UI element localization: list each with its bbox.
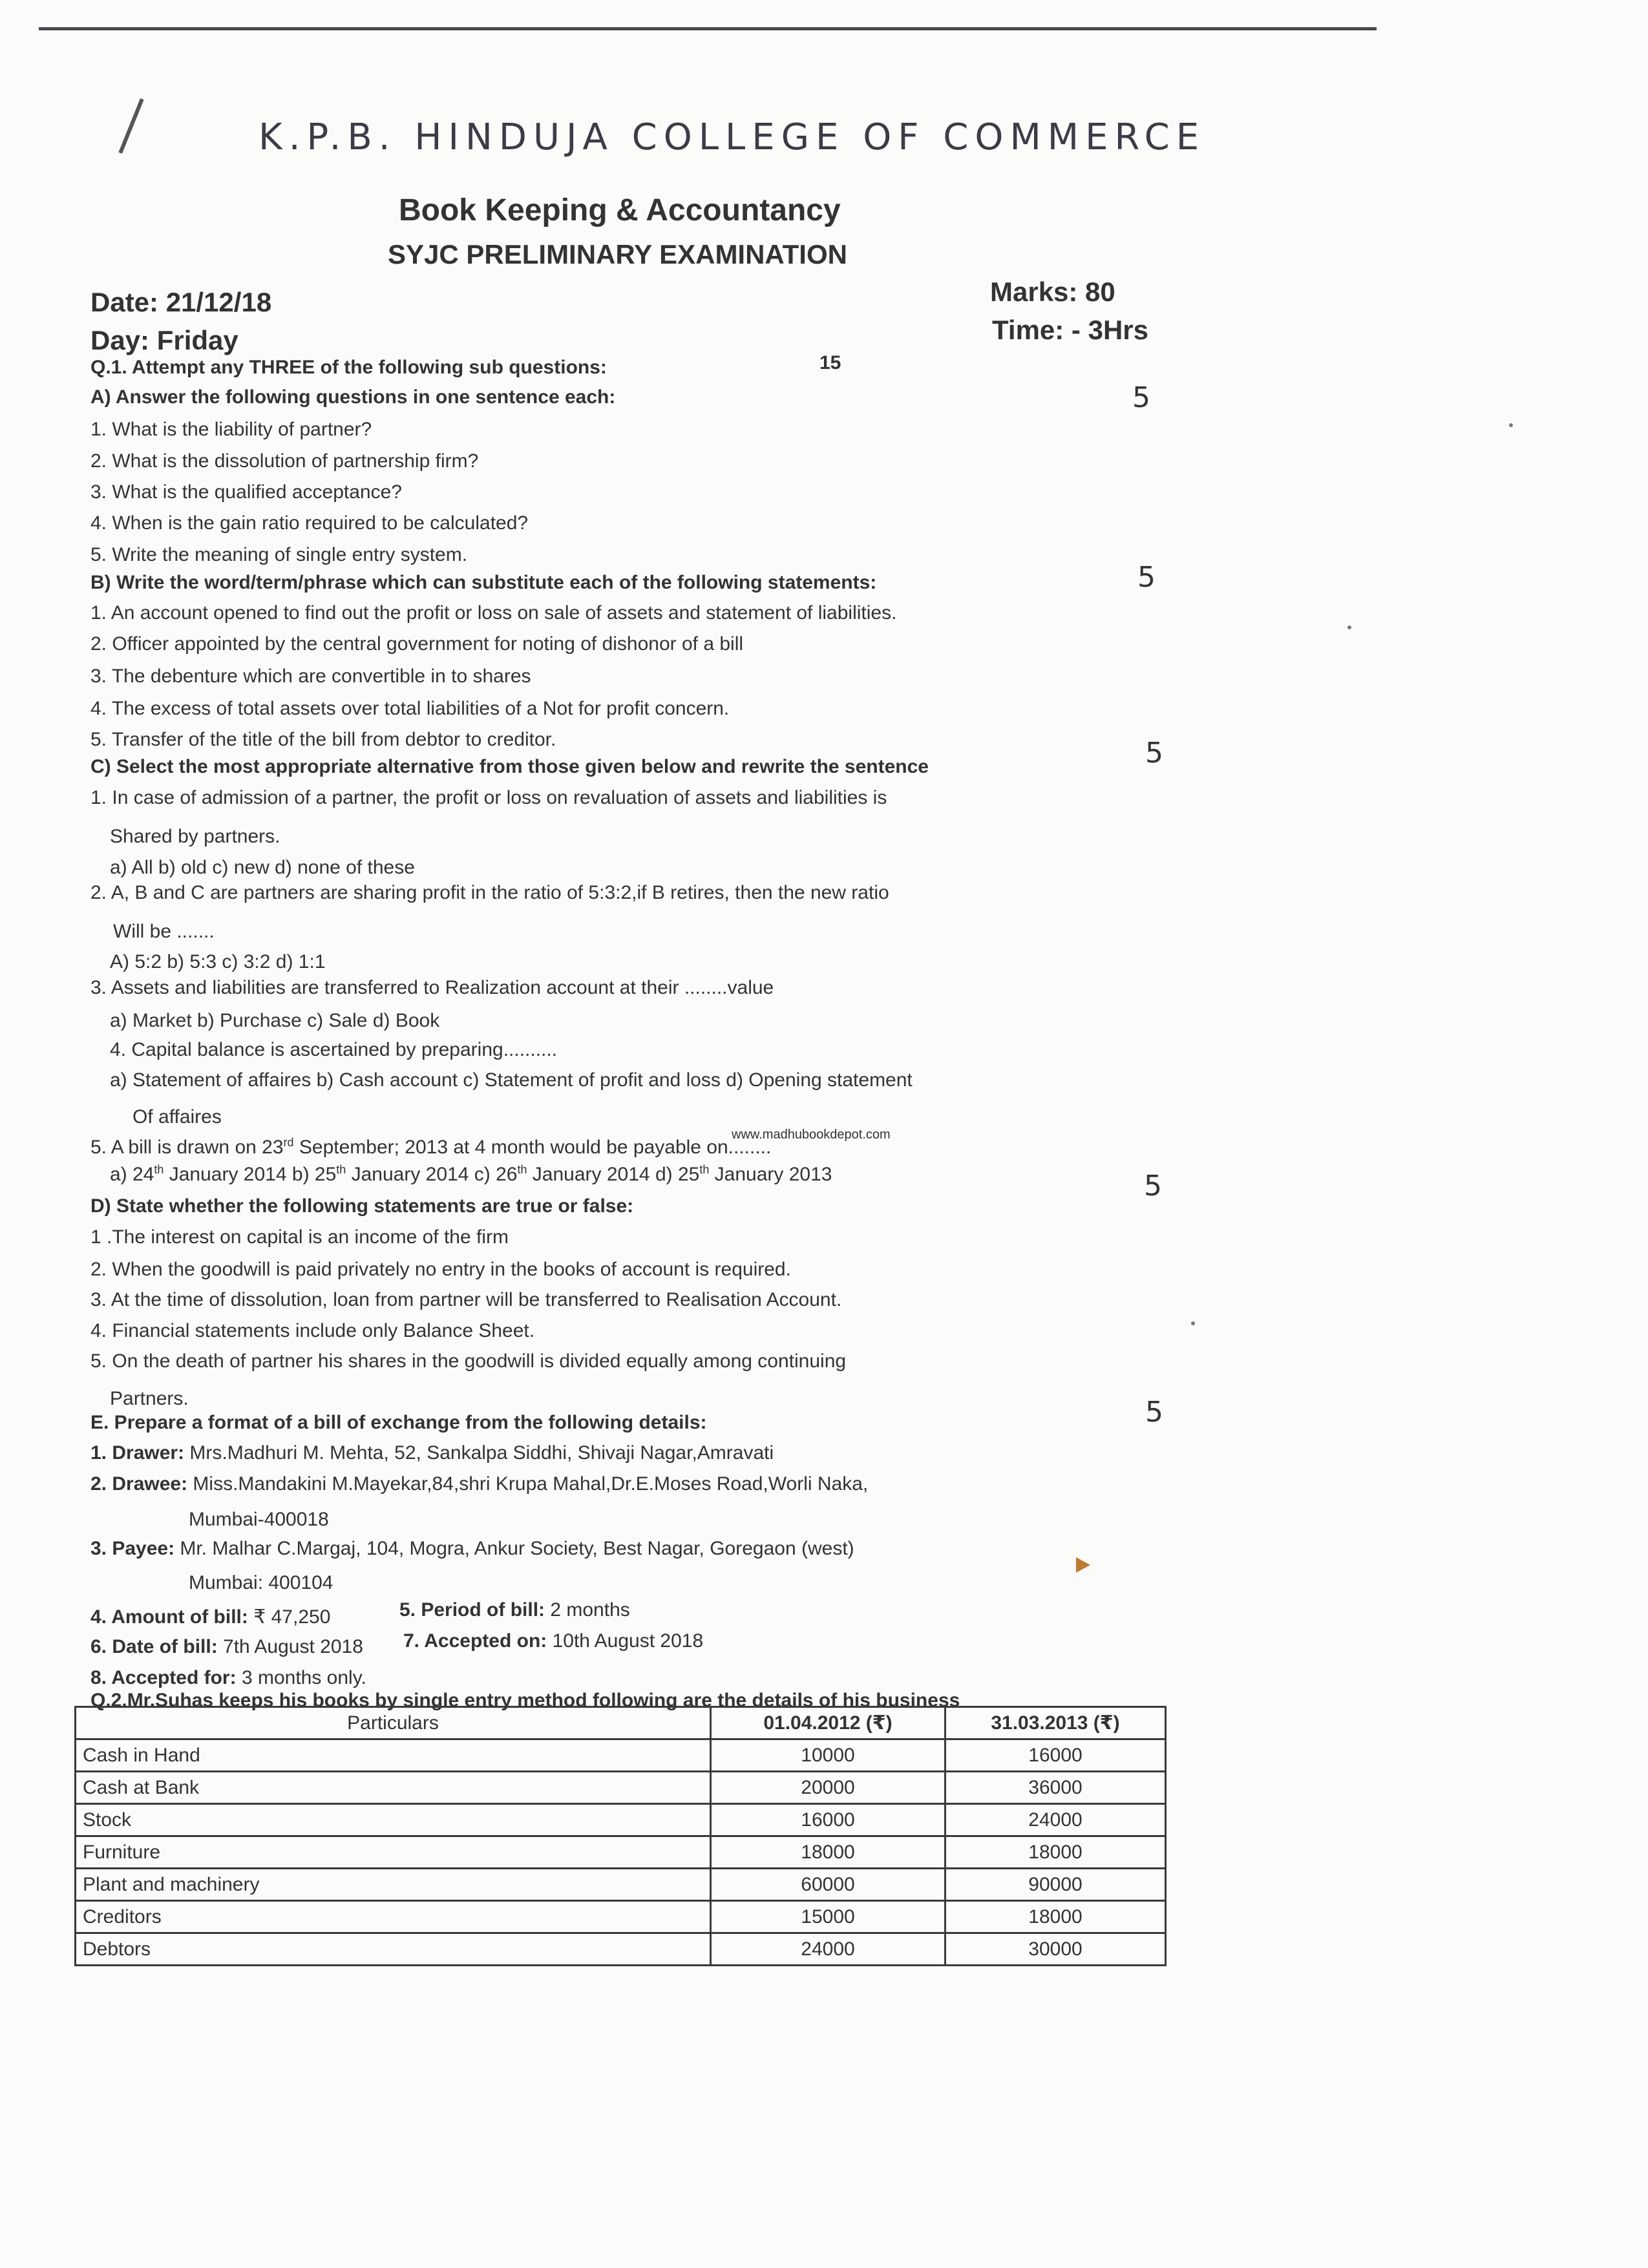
header-particulars: Particulars (76, 1707, 711, 1739)
exam-date: Date: 21/12/18 (90, 287, 272, 317)
e-drawer: 1. Drawer: Mrs.Madhuri M. Mehta, 52, Sankalpa Siddhi, Shivaji Nagar,Amravati (90, 1442, 774, 1464)
c-q3-line1: 3. Assets and liabilities are transferred to Realization account at their ........value (90, 977, 774, 998)
d-item-5-cont: Partners. (110, 1388, 189, 1409)
c-q5-line1: 5. A bill is drawn on 23rd September; 2013 at 4 month would be payable on........ (90, 1136, 772, 1158)
header-closing: 31.03.2013 (₹) (945, 1707, 1166, 1739)
section-e-heading: E. Prepare a format of a bill of exchange from the following details: (90, 1412, 707, 1433)
single-entry-table (74, 1706, 1167, 1966)
e-drawee-cont: Mumbai-400018 (189, 1509, 329, 1530)
section-a-marks: 5 (1132, 381, 1150, 414)
row-closing-value: 24000 (945, 1804, 1166, 1836)
row-opening-value: 10000 (711, 1739, 945, 1772)
section-b-marks: 5 (1137, 561, 1156, 594)
a-item-1: 1. What is the liability of partner? (90, 419, 372, 440)
table-row (76, 1836, 1166, 1869)
c-q3-options: a) Market b) Purchase c) Sale d) Book (110, 1010, 440, 1031)
row-closing-value: 90000 (945, 1869, 1166, 1901)
table-header-row (76, 1707, 1166, 1739)
row-opening-value: 20000 (711, 1772, 945, 1804)
e-accepted-for: 8. Accepted for: 3 months only. (90, 1667, 366, 1688)
c-q2-line1: 2. A, B and C are partners are sharing profit in the ratio of 5:3:2,if B retires, then the new ratio (90, 882, 889, 903)
row-opening-value: 18000 (711, 1836, 945, 1869)
a-item-5: 5. Write the meaning of single entry system. (90, 544, 468, 565)
section-d-marks: 5 (1144, 1170, 1162, 1202)
c-q1-line1: 1. In case of admission of a partner, the profit or loss on revaluation of assets and liabilities is (90, 787, 887, 808)
c-q2-line2: Will be ....... (113, 921, 215, 942)
section-e-marks: 5 (1145, 1396, 1163, 1429)
a-item-2: 2. What is the dissolution of partnership firm? (90, 450, 479, 472)
b-item-2: 2. Officer appointed by the central government for noting of dishonor of a bill (90, 633, 744, 655)
b-item-5: 5. Transfer of the title of the bill from debtor to creditor. (90, 729, 556, 750)
table-row (76, 1772, 1166, 1804)
row-closing-value: 16000 (945, 1739, 1166, 1772)
row-particular: Stock (76, 1804, 711, 1836)
e-payee: 3. Payee: Mr. Malhar C.Margaj, 104, Mogra, Ankur Society, Best Nagar, Goregaon (west) (90, 1538, 854, 1559)
exam-title: SYJC PRELIMINARY EXAMINATION (388, 239, 847, 269)
row-particular: Debtors (76, 1933, 711, 1966)
row-opening-value: 60000 (711, 1869, 945, 1901)
row-closing-value: 18000 (945, 1901, 1166, 1933)
d-item-2: 2. When the goodwill is paid privately no entry in the books of account is required. (90, 1259, 791, 1280)
c-q1-options: a) All b) old c) new d) none of these (110, 857, 415, 878)
section-c-heading: C) Select the most appropriate alternative from those given below and rewrite the sentence (90, 756, 929, 777)
row-particular: Cash at Bank (76, 1772, 711, 1804)
c-q2-options: A) 5:2 b) 5:3 c) 3:2 d) 1:1 (110, 951, 326, 972)
section-b-heading: B) Write the word/term/phrase which can substitute each of the following statements: (90, 572, 877, 593)
subject-title: Book Keeping & Accountancy (399, 193, 841, 227)
e-date: 6. Date of bill: 7th August 2018 (90, 1636, 363, 1657)
row-opening-value: 15000 (711, 1901, 945, 1933)
table-row (76, 1739, 1166, 1772)
a-item-4: 4. When is the gain ratio required to be calculated? (90, 512, 529, 534)
e-accepted-on: 7. Accepted on: 10th August 2018 (403, 1630, 704, 1652)
row-closing-value: 30000 (945, 1933, 1166, 1966)
exam-time: Time: - 3Hrs (992, 315, 1148, 345)
header-opening: 01.04.2012 (₹) (711, 1707, 945, 1739)
section-d-heading: D) State whether the following statements are true or false: (90, 1195, 634, 1217)
a-item-3: 3. What is the qualified acceptance? (90, 481, 402, 503)
c-q4-options: a) Statement of affaires b) Cash account c) Statement of profit and loss d) Opening statement (110, 1069, 913, 1091)
table-row (76, 1804, 1166, 1836)
d-item-3: 3. At the time of dissolution, loan from partner will be transferred to Realisation Account. (90, 1289, 842, 1310)
d-item-4: 4. Financial statements include only Balance Sheet. (90, 1320, 535, 1341)
q2-title: Q.2.Mr.Suhas keeps his books by single entry method following are the details of his business (90, 1690, 960, 1711)
exam-day: Day: Friday (90, 325, 238, 355)
table-row (76, 1933, 1166, 1966)
table-row (76, 1869, 1166, 1901)
top-rule (39, 27, 1377, 30)
e-drawee: 2. Drawee: Miss.Mandakini M.Mayekar,84,shri Krupa Mahal,Dr.E.Moses Road,Worli Naka, (90, 1473, 869, 1495)
b-item-4: 4. The excess of total assets over total liabilities of a Not for profit concern. (90, 698, 730, 719)
row-particular: Creditors (76, 1901, 711, 1933)
row-particular: Plant and machinery (76, 1869, 711, 1901)
row-opening-value: 16000 (711, 1804, 945, 1836)
row-particular: Furniture (76, 1836, 711, 1869)
d-item-5: 5. On the death of partner his shares in the goodwill is divided equally among continuing (90, 1350, 847, 1372)
watermark-url: www.madhubookdepot.com (732, 1128, 891, 1142)
row-closing-value: 36000 (945, 1772, 1166, 1804)
section-c-marks: 5 (1145, 737, 1163, 770)
c-q5-options: a) 24th January 2014 b) 25th January 2014 c) 26th January 2014 d) 25th January 2013 (110, 1163, 832, 1185)
row-particular: Cash in Hand (76, 1739, 711, 1772)
scan-speck (1509, 423, 1513, 427)
e-amount: 4. Amount of bill: ₹ 47,250 (90, 1606, 331, 1628)
e-period: 5. Period of bill: 2 months (399, 1599, 630, 1621)
section-a-heading: A) Answer the following questions in one sentence each: (90, 386, 616, 408)
b-item-1: 1. An account opened to find out the profit or loss on sale of assets and statement of liabilities. (90, 602, 897, 624)
c-q4-line2: Of affaires (132, 1106, 222, 1128)
c-q1-line2: Shared by partners. (110, 826, 280, 847)
e-payee-cont: Mumbai: 400104 (189, 1572, 333, 1593)
row-opening-value: 24000 (711, 1933, 945, 1966)
d-item-1: 1 .The interest on capital is an income of the firm (90, 1226, 509, 1248)
q1-title: Q.1. Attempt any THREE of the following sub questions: (90, 357, 607, 378)
pen-slash-mark (118, 98, 143, 154)
q1-total-marks: 15 (819, 352, 841, 373)
scan-speck (1191, 1321, 1195, 1325)
total-marks: Marks: 80 (990, 277, 1115, 307)
scan-arrow-mark (1076, 1557, 1090, 1573)
row-closing-value: 18000 (945, 1836, 1166, 1869)
b-item-3: 3. The debenture which are convertible in to shares (90, 666, 531, 687)
scan-speck (1347, 625, 1351, 629)
college-name: K.P.B. HINDUJA COLLEGE OF COMMERCE (259, 116, 1206, 158)
c-q4-line1: 4. Capital balance is ascertained by preparing.......... (110, 1039, 558, 1060)
table-row (76, 1901, 1166, 1933)
